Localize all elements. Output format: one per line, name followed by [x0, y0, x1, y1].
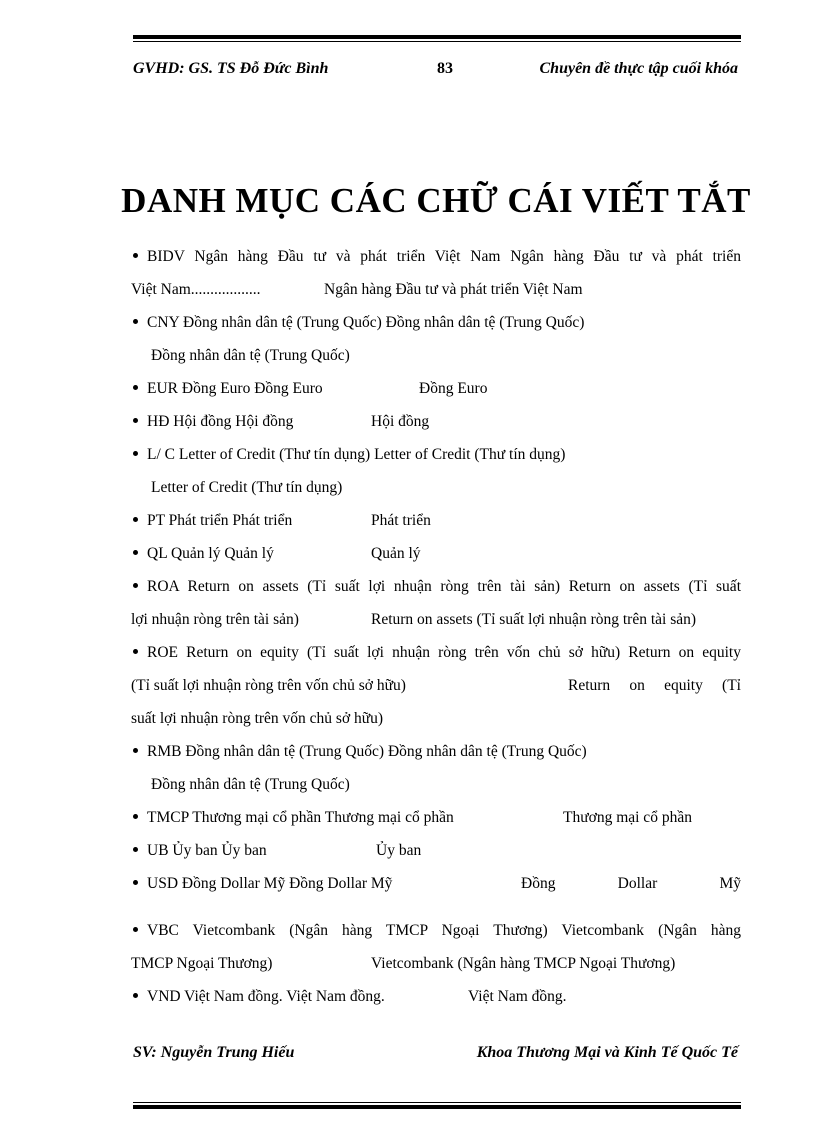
footer-student: SV: Nguyễn Trung Hiếu: [133, 1044, 295, 1061]
list-item-pt: PT Phát triển Phát triển Phát triển: [131, 504, 741, 537]
list-item-continuation: TMCP Ngoại Thương) Vietcombank (Ngân hàng TMCP Ngoại Thương): [131, 955, 676, 972]
bullet-icon: [133, 748, 138, 753]
bullet-icon: [133, 385, 138, 390]
abbreviation-list: [131, 240, 741, 1013]
list-item-vnd: VND Việt Nam đồng. Việt Nam đồng. Việt Nam đồng.: [131, 980, 741, 1013]
list-item-tmcp: TMCP Thương mại cổ phần Thương mại cổ phần Thương mại cổ phần: [131, 801, 741, 834]
list-item-ql: QL Quản lý Quản lý Quản lý: [131, 537, 741, 570]
list-item-ub: UB Ủy ban Ủy ban Ủy ban: [131, 834, 741, 867]
bullet-icon: [133, 583, 138, 588]
list-item-usd: USD Đồng Dollar Mỹ Đồng Dollar Mỹ Đồng Dollar Mỹ: [131, 867, 741, 900]
list-item-continuation: Việt Nam.................. Ngân hàng Đầu tư và phát triển Việt Nam: [131, 281, 583, 298]
list-item-eur: EUR Đồng Euro Đồng Euro Đồng Euro: [131, 372, 741, 405]
page-title: DANH MỤC CÁC CHỮ CÁI VIẾT TẮT: [121, 181, 751, 220]
footer-rule-thick: [133, 1105, 741, 1109]
header-rule-thick: [133, 35, 741, 39]
list-item-bidv: BIDV Ngân hàng Đầu tư và phát triển Việt Nam Ngân hàng Đầu tư và phát triển: [131, 240, 741, 273]
bullet-icon: [133, 253, 138, 258]
page-number: 83: [437, 60, 453, 77]
bullet-icon: [133, 418, 138, 423]
list-item-lc: L/ C Letter of Credit (Thư tín dụng) Letter of Credit (Thư tín dụng): [131, 438, 741, 471]
bullet-icon: [133, 550, 138, 555]
list-item-continuation: Đồng nhân dân tệ (Trung Quốc): [151, 347, 350, 364]
list-item-hd: HĐ Hội đồng Hội đồng Hội đồng: [131, 405, 741, 438]
bullet-icon: [133, 993, 138, 998]
list-item-vbc: VBC Vietcombank (Ngân hàng TMCP Ngoại Thương) Vietcombank (Ngân hàng: [131, 914, 741, 947]
list-item-rmb: RMB Đồng nhân dân tệ (Trung Quốc) Đồng nhân dân tệ (Trung Quốc): [131, 735, 741, 768]
list-item-continuation: (Tỉ suất lợi nhuận ròng trên vốn chủ sở hữu) Return on equity (Tỉ: [131, 677, 741, 694]
footer-rule-thin: [133, 1102, 741, 1103]
header-supervisor: GVHD: GS. TS Đỗ Đức Bình: [133, 60, 329, 77]
list-item-continuation: Letter of Credit (Thư tín dụng): [151, 479, 343, 496]
list-item-continuation: lợi nhuận ròng trên tài sản) Return on assets (Tỉ suất lợi nhuận ròng trên tài sản): [131, 611, 697, 628]
bullet-icon: [133, 880, 138, 885]
bullet-icon: [133, 814, 138, 819]
bullet-icon: [133, 319, 138, 324]
list-item-roa: ROA Return on assets (Tỉ suất lợi nhuận ròng trên tài sản) Return on assets (Tỉ suất: [131, 570, 741, 603]
list-item-continuation: Đồng nhân dân tệ (Trung Quốc): [151, 776, 350, 793]
footer-faculty: Khoa Thương Mại và Kinh Tế Quốc Tế: [476, 1044, 738, 1061]
bullet-icon: [133, 927, 138, 932]
bullet-icon: [133, 649, 138, 654]
list-item-cny: CNY Đồng nhân dân tệ (Trung Quốc) Đồng nhân dân tệ (Trung Quốc): [131, 306, 741, 339]
header-rule-thin: [133, 41, 741, 42]
list-item-continuation: suất lợi nhuận ròng trên vốn chủ sở hữu): [131, 710, 384, 727]
bullet-icon: [133, 517, 138, 522]
list-item-roe: ROE Return on equity (Tỉ suất lợi nhuận ròng trên vốn chủ sở hữu) Return on equity: [131, 636, 741, 669]
header-report-title: Chuyên đề thực tập cuối khóa: [539, 60, 738, 77]
bullet-icon: [133, 451, 138, 456]
bullet-icon: [133, 847, 138, 852]
